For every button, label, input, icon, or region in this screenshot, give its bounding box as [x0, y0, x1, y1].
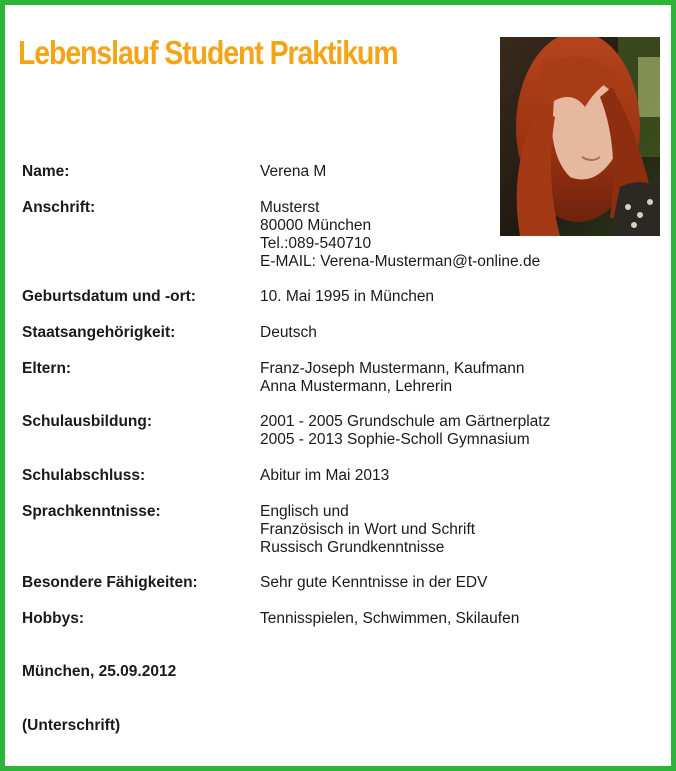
value-line: Abitur im Mai 2013 — [260, 467, 390, 484]
value-line: Englisch und — [260, 503, 349, 520]
label-abschluss: Schulabschluss: — [22, 467, 146, 484]
label-name: Name: — [22, 163, 70, 180]
value-line: 2005 - 2013 Sophie-Scholl Gymnasium — [260, 431, 530, 448]
value-line: Anna Mustermann, Lehrerin — [260, 378, 453, 395]
value-line: Sehr gute Kenntnisse in der EDV — [260, 574, 488, 591]
label-eltern: Eltern: — [22, 360, 72, 377]
label-faehigkeiten: Besondere Fähigkeiten: — [22, 574, 198, 591]
label-anschrift: Anschrift: — [22, 199, 96, 216]
value-line: Franz-Joseph Mustermann, Kaufmann — [260, 360, 525, 377]
label-schule: Schulausbildung: — [22, 413, 153, 430]
value-line: Musterst — [260, 199, 320, 216]
value-geburt — [260, 288, 434, 306]
value-line: Tel.:089-540710 — [260, 235, 372, 252]
value-sprachen — [260, 503, 475, 557]
label-sprachen: Sprachkenntnisse: — [22, 503, 161, 520]
value-faehigkeiten — [260, 574, 487, 592]
value-line: Verena M — [260, 163, 327, 180]
signature-line: (Unterschrift) — [22, 717, 121, 734]
value-abschluss — [260, 467, 389, 485]
value-line: Französisch in Wort und Schrift — [260, 521, 476, 538]
value-schule — [260, 413, 550, 449]
label-staat: Staatsangehörigkeit: — [22, 324, 176, 341]
value-line: E-MAIL: Verena-Musterman@t-online.de — [260, 253, 541, 270]
value-line: 2001 - 2005 Grundschule am Gärtnerplatz — [260, 413, 551, 430]
value-line: 80000 München — [260, 217, 372, 234]
value-line: Tennisspielen, Schwimmen, Skilaufen — [260, 610, 520, 627]
value-line: Deutsch — [260, 324, 317, 341]
document-title: Lebenslauf Student Praktikum — [18, 34, 398, 71]
value-line: Russisch Grundkenntnisse — [260, 539, 445, 556]
value-anschrift — [260, 199, 540, 271]
label-hobbys: Hobbys: — [22, 610, 84, 627]
value-name — [260, 163, 326, 181]
label-geburt: Geburtsdatum und -ort: — [22, 288, 196, 305]
value-staat — [260, 324, 317, 342]
place-date: München, 25.09.2012 — [22, 663, 177, 680]
value-eltern — [260, 360, 524, 396]
value-line: 10. Mai 1995 in München — [260, 288, 435, 305]
value-hobbys — [260, 610, 519, 628]
